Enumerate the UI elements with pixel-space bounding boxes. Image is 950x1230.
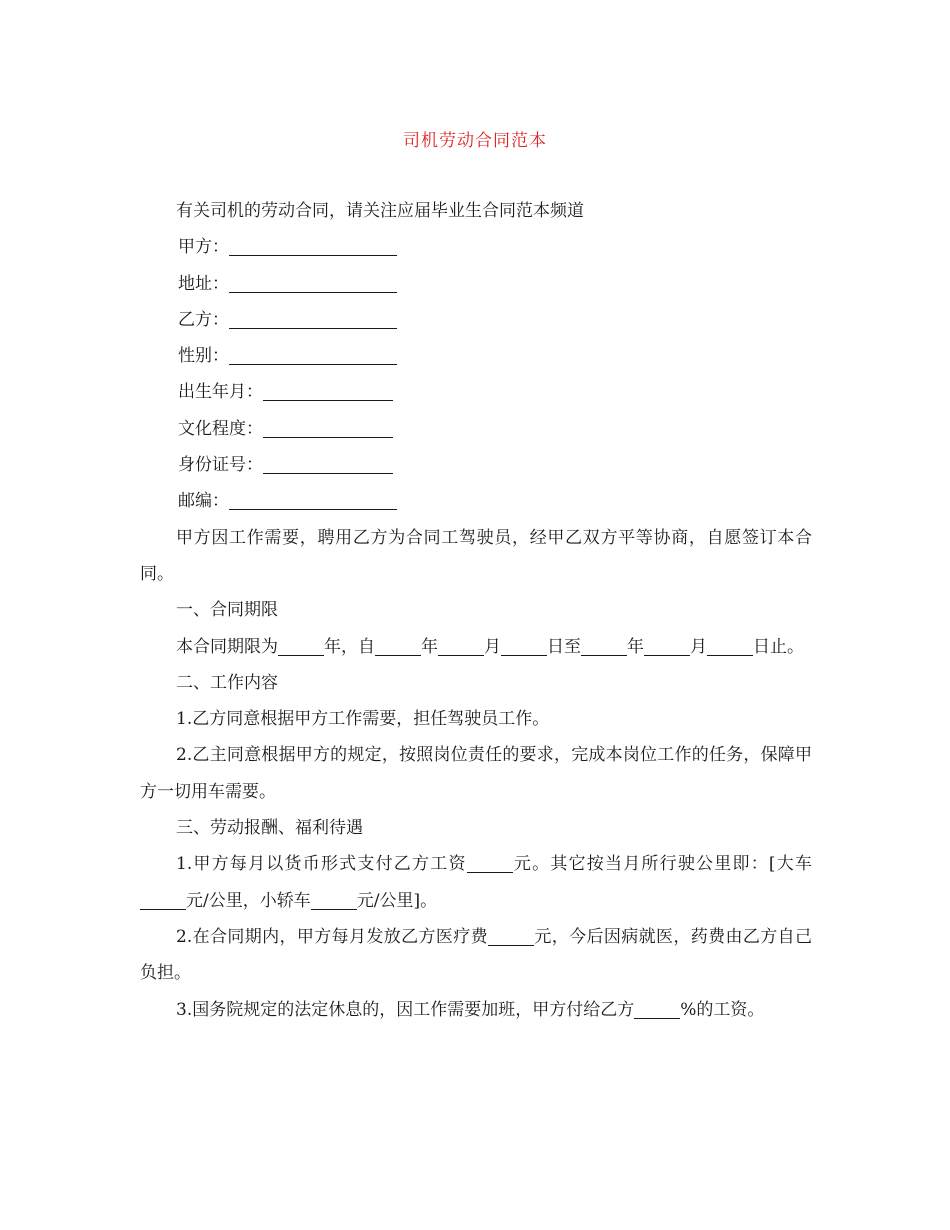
blank-line [707, 639, 753, 656]
field-postcode [140, 483, 812, 519]
blank-line [278, 639, 324, 656]
blank-line [229, 272, 397, 293]
field-id-number [140, 447, 812, 483]
field-label: 邮编： [178, 491, 229, 512]
blank-line [311, 893, 357, 910]
blank-line [467, 856, 513, 873]
blank-line [644, 639, 690, 656]
section-1-text [140, 629, 812, 665]
preamble-paragraph: 甲方因工作需要，聘用乙方为合同工驾驶员，经甲乙双方平等协商，自愿签订本合同。 [140, 527, 812, 584]
section-3-item-3 [140, 992, 812, 1028]
blank-line [140, 893, 186, 910]
text-fragment: 1.甲方每月以货币形式支付乙方工资 [176, 854, 467, 875]
text-fragment: 2.在合同期内，甲方每月发放乙方医疗费 [176, 926, 488, 947]
text-fragment: 元/公里]。 [356, 890, 438, 911]
text-fragment: %的工资。 [680, 999, 765, 1020]
section-2-item-2: 2.乙主同意根据甲方的规定，按照岗位责任的要求，完成本岗位工作的任务，保障甲方一切用车需要。 [140, 745, 812, 802]
blank-line [263, 380, 393, 401]
section-3-heading: 三、劳动报酬、福利待遇 [176, 818, 363, 839]
document-title: 司机劳动合同范本 [403, 131, 547, 151]
blank-line [375, 639, 421, 656]
blank-line [634, 1002, 680, 1019]
blank-line [581, 639, 627, 656]
blank-line [229, 235, 397, 256]
field-label: 文化程度： [178, 418, 263, 439]
text-fragment: 日至 [547, 636, 581, 657]
text-fragment: 3.国务院规定的法定休息的，因工作需要加班，甲方付给乙方 [176, 999, 635, 1020]
text-fragment: 年，自 [324, 636, 375, 657]
field-label: 乙方： [178, 309, 229, 330]
blank-line [263, 417, 393, 438]
field-label: 身份证号： [178, 455, 263, 476]
blank-line [263, 453, 393, 474]
blank-line [488, 929, 534, 946]
field-birth [140, 374, 812, 410]
text-fragment: 年 [421, 636, 438, 657]
section-1-heading: 一、合同期限 [176, 600, 278, 621]
text-fragment: 元/公里，小轿车 [186, 890, 311, 911]
field-education [140, 411, 812, 447]
text-fragment: 元，今后因病就医，药费由乙方自己负担。 [140, 926, 812, 984]
field-gender [140, 338, 812, 374]
field-label: 出生年月： [178, 382, 263, 403]
field-label: 性别： [178, 346, 229, 367]
text-fragment: 本合同期限为 [176, 636, 278, 657]
section-2-item-1: 1.乙方同意根据甲方工作需要，担任驾驶员工作。 [176, 709, 550, 730]
section-2-heading: 二、工作内容 [176, 672, 278, 693]
intro-paragraph: 有关司机的劳动合同，请关注应届毕业生合同范本频道 [176, 201, 584, 221]
document-body [140, 193, 812, 1028]
blank-line [501, 639, 547, 656]
field-party-a [140, 229, 812, 265]
text-fragment: 月 [484, 636, 501, 657]
section-3-item-2 [140, 919, 812, 992]
text-fragment: 日止。 [753, 636, 804, 657]
section-3-item-1 [140, 846, 812, 919]
text-fragment: 元。其它按当月所行驶公里即：[大车 [512, 854, 812, 875]
blank-line [229, 344, 397, 365]
field-address [140, 266, 812, 302]
blank-line [229, 489, 397, 510]
text-fragment: 年 [627, 636, 644, 657]
text-fragment: 月 [690, 636, 707, 657]
blank-line [438, 639, 484, 656]
field-label: 甲方： [178, 237, 229, 258]
blank-line [229, 308, 397, 329]
field-party-b [140, 302, 812, 338]
field-label: 地址： [178, 273, 229, 294]
